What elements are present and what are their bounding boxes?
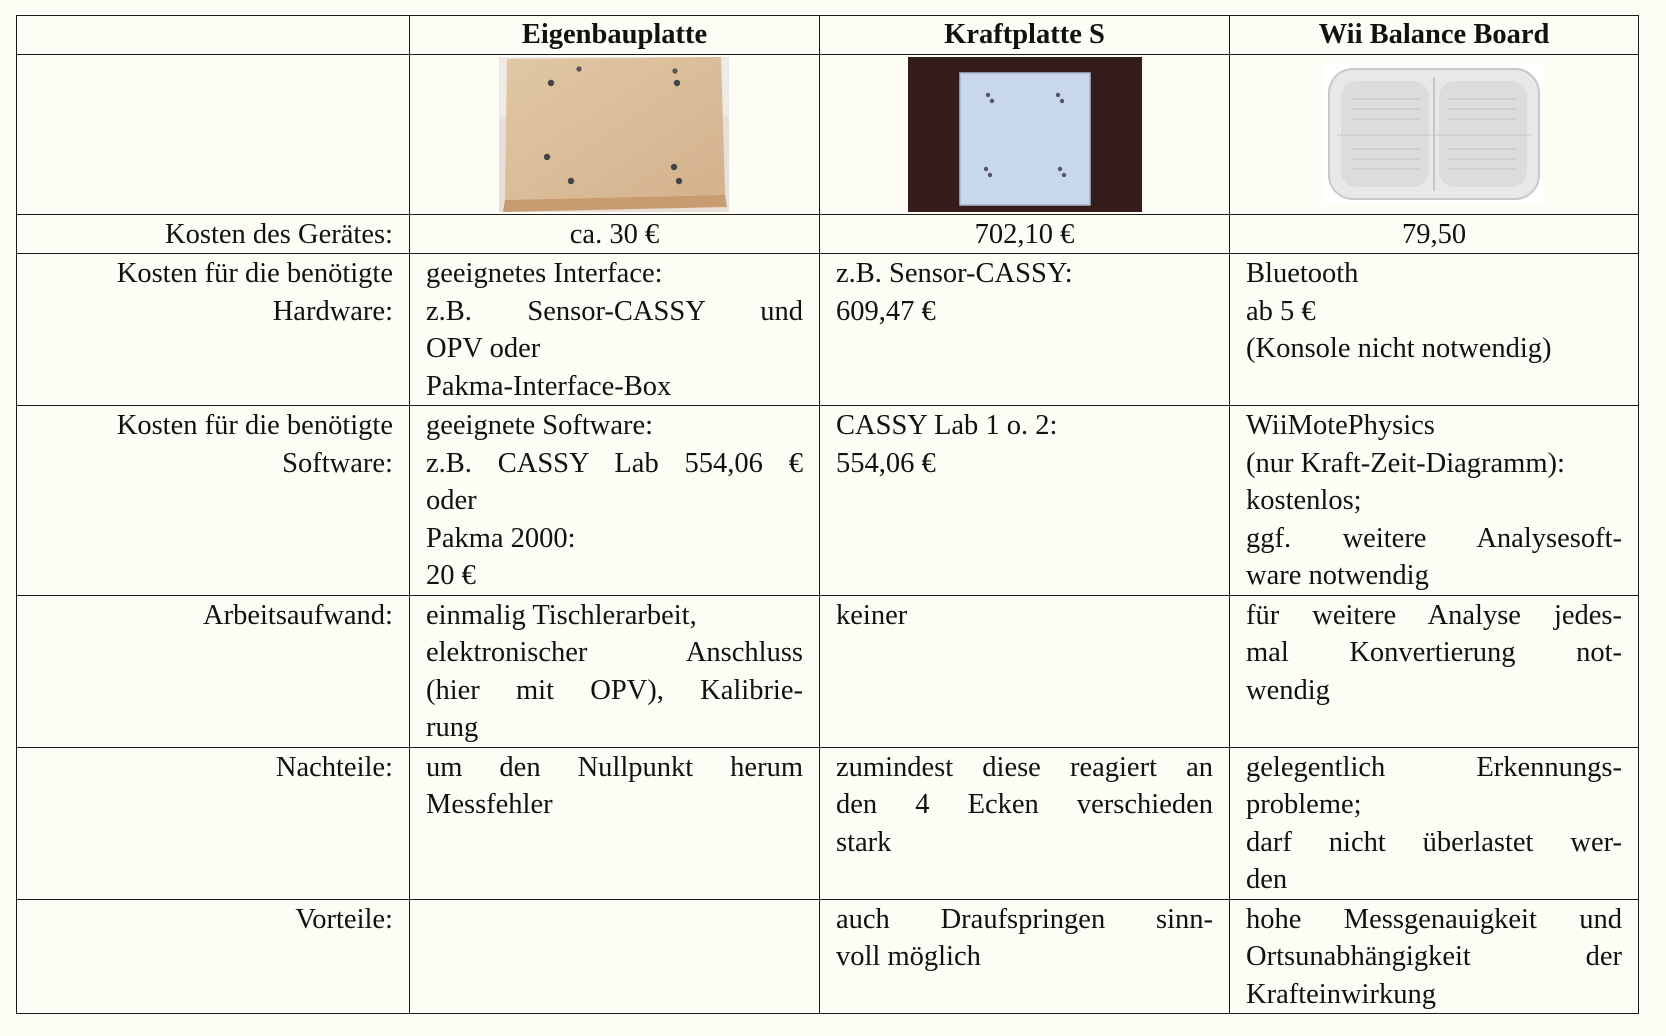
cell-line: Pakma-Interface-Box <box>425 370 672 402</box>
label-line: Hardware: <box>272 295 393 327</box>
row-disadvantages <box>17 747 1639 899</box>
cell-eigenbauplatte <box>409 747 819 899</box>
cell-kraftplatte <box>820 214 1230 254</box>
cell-kraftplatte <box>820 254 1230 406</box>
cell-line: geeignetes Interface: <box>425 258 663 289</box>
cell-line: Ortsunabhängigkeit der <box>1246 941 1622 972</box>
cell-wii-balance-board <box>1230 406 1639 596</box>
row-label <box>17 406 410 596</box>
row-label <box>17 899 410 1014</box>
wooden-board-icon <box>499 57 729 212</box>
cell-line: ab 5 € <box>1246 295 1316 327</box>
cell-line: WiiMotePhysics <box>1246 410 1435 441</box>
cell-line: keiner <box>836 599 908 631</box>
cell-eigenbauplatte <box>409 214 819 254</box>
cell-line: stark <box>836 826 892 858</box>
cell-wii-balance-board <box>1230 254 1639 406</box>
cell-kraftplatte <box>820 595 1230 747</box>
comparison-table <box>16 15 1639 1014</box>
row-advantages <box>17 899 1639 1014</box>
cell-wii-balance-board <box>1230 747 1639 899</box>
image-row-empty <box>17 54 410 214</box>
cell-line: Messfehler <box>425 789 553 820</box>
cell-line: ca. 30 € <box>569 218 660 250</box>
cell-kraftplatte <box>820 747 1230 899</box>
label-line: Kosten für die benötigte <box>116 410 393 441</box>
cell-line: mal Konvertierung not- <box>1246 637 1622 668</box>
cell-line: rung <box>425 712 479 743</box>
cell-line: kostenlos; <box>1246 485 1362 516</box>
cell-line: z.B. Sensor-CASSY und <box>425 295 803 327</box>
cell-line: z.B. CASSY Lab 554,06 € <box>425 447 803 479</box>
cell-line: den <box>1246 864 1288 895</box>
cell-line: einmalig Tischlerarbeit, <box>425 599 697 631</box>
cell-wii-balance-board <box>1230 214 1639 254</box>
kraftplatte-photo <box>820 54 1230 214</box>
cell-line: zumindest diese reagiert an <box>836 751 1214 783</box>
label-line: Kosten für die benötigte <box>116 258 393 289</box>
cell-line: Pakma 2000: <box>425 522 576 554</box>
image-row <box>17 54 1639 214</box>
cell-line: z.B. Sensor-CASSY: <box>836 258 1073 289</box>
cell-line: geeignete Software: <box>425 410 654 441</box>
row-software-cost <box>17 406 1639 596</box>
cell-line: 554,06 € <box>836 447 936 479</box>
label-line: Arbeitsaufwand: <box>203 599 393 631</box>
cell-line: darf nicht überlastet wer- <box>1246 826 1622 858</box>
row-label <box>17 254 410 406</box>
header-eigenbauplatte: Eigenbauplatte <box>409 16 819 55</box>
force-plate-icon <box>908 57 1142 212</box>
row-label <box>17 595 410 747</box>
cell-eigenbauplatte <box>409 899 819 1014</box>
row-effort <box>17 595 1639 747</box>
cell-line: probleme; <box>1246 789 1362 820</box>
label-line: Kosten des Gerätes: <box>165 218 393 250</box>
cell-kraftplatte <box>820 406 1230 596</box>
balance-board-icon <box>1323 63 1545 205</box>
label-line: Nachteile: <box>275 751 393 783</box>
cell-line: 702,10 € <box>974 218 1075 250</box>
cell-line: für weitere Analyse jedes- <box>1246 599 1622 631</box>
label-line: Software: <box>282 447 393 479</box>
label-line: Vorteile: <box>295 903 393 935</box>
header-empty <box>17 16 410 55</box>
row-label <box>17 214 410 254</box>
cell-line: (hier mit OPV), Kalibrie- <box>425 674 803 706</box>
cell-line: den 4 Ecken verschieden <box>836 789 1214 820</box>
cell-line: CASSY Lab 1 o. 2: <box>836 410 1058 441</box>
header-wii-balance-board: Wii Balance Board <box>1230 16 1639 55</box>
cell-line: ware notwendig <box>1246 560 1429 591</box>
cell-line: (nur Kraft-Zeit-Diagramm): <box>1246 447 1565 479</box>
cell-line: voll möglich <box>836 941 981 972</box>
cell-wii-balance-board <box>1230 899 1639 1014</box>
cell-line: elektronischer Anschluss <box>425 637 803 668</box>
data-rows <box>17 214 1639 1014</box>
cell-line: um den Nullpunkt herum <box>425 751 803 783</box>
cell-line: auch Draufspringen sinn- <box>836 903 1214 935</box>
cell-line: gelegentlich Erkennungs- <box>1246 751 1622 783</box>
cell-line: oder <box>425 485 477 516</box>
cell-line: wendig <box>1246 674 1330 706</box>
cell-eigenbauplatte <box>409 595 819 747</box>
cell-line: ggf. weitere Analysesoft- <box>1246 522 1622 554</box>
cell-line: 609,47 € <box>836 295 936 327</box>
cell-line: Bluetooth <box>1246 258 1359 289</box>
cell-line: 20 € <box>425 560 476 591</box>
header-row <box>17 16 1639 55</box>
cell-wii-balance-board <box>1230 595 1639 747</box>
cell-line: Krafteinwirkung <box>1246 978 1436 1010</box>
cell-line: hohe Messgenauigkeit und <box>1246 903 1622 935</box>
row-hardware-cost <box>17 254 1639 406</box>
cell-eigenbauplatte <box>409 254 819 406</box>
eigenbauplatte-photo <box>409 54 819 214</box>
cell-eigenbauplatte <box>409 406 819 596</box>
cell-line: OPV oder <box>425 333 541 364</box>
header-kraftplatte: Kraftplatte S <box>820 16 1230 55</box>
cell-line: (Konsole nicht notwendig) <box>1246 333 1552 364</box>
cell-kraftplatte <box>820 899 1230 1014</box>
row-device-cost <box>17 214 1639 254</box>
wii-balance-board-photo <box>1230 54 1639 214</box>
row-label <box>17 747 410 899</box>
cell-line: 79,50 <box>1401 218 1467 250</box>
